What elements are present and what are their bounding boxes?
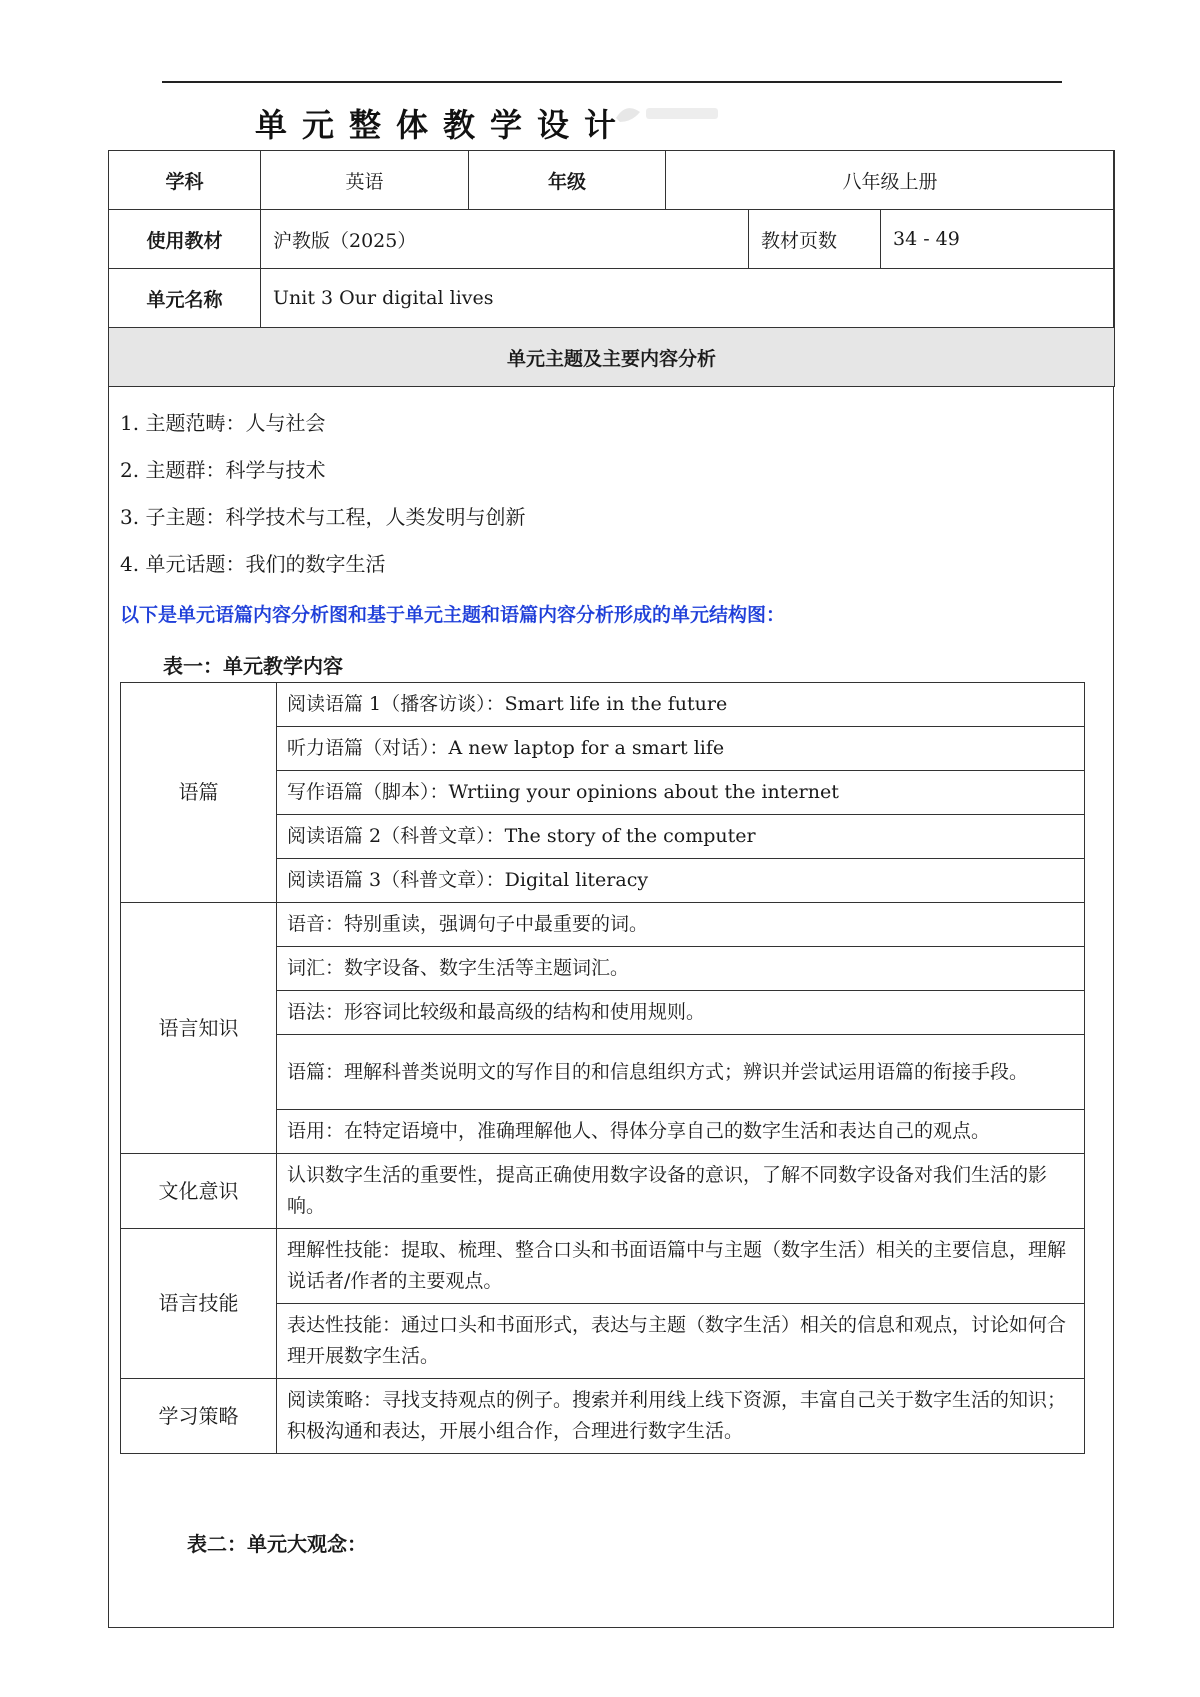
table-row bbox=[121, 683, 1085, 727]
content-cell: 语用：在特定语境中，准确理解他人、得体分享自己的数字生活和表达自己的观点。 bbox=[277, 1110, 1085, 1154]
content-cell: 听力语篇（对话）：A new laptop for a smart life bbox=[277, 727, 1085, 771]
textbook-label: 使用教材 bbox=[109, 210, 261, 269]
category-cell: 学习策略 bbox=[121, 1379, 277, 1454]
category-cell: 语言知识 bbox=[121, 903, 277, 1154]
content-cell: 阅读语篇 2（科普文章）：The story of the computer bbox=[277, 815, 1085, 859]
header-rule bbox=[162, 81, 1062, 83]
teaching-content-table bbox=[120, 682, 1085, 1454]
document-title: 单元整体教学设计 bbox=[255, 106, 632, 144]
info-row-unit bbox=[109, 269, 1115, 328]
grade-value: 八年级上册 bbox=[666, 151, 1115, 210]
content-cell: 表达性技能：通过口头和书面形式，表达与主题（数字生活）相关的信息和观点，讨论如何合理开展数字生活。 bbox=[277, 1304, 1085, 1379]
unit-value: Unit 3 Our digital lives bbox=[261, 269, 1115, 328]
content-cell: 阅读语篇 1（播客访谈）：Smart life in the future bbox=[277, 683, 1085, 727]
unit-label: 单元名称 bbox=[109, 269, 261, 328]
section-title: 单元主题及主要内容分析 bbox=[109, 328, 1115, 387]
content-cell: 理解性技能：提取、梳理、整合口头和书面语篇中与主题（数字生活）相关的主要信息，理解说话者/作者的主要观点。 bbox=[277, 1229, 1085, 1304]
content-cell: 阅读语篇 3（科普文章）：Digital literacy bbox=[277, 859, 1085, 903]
table-row bbox=[121, 1379, 1085, 1454]
topic-item: 1. 主题范畴：人与社会 bbox=[120, 411, 326, 435]
category-cell: 语篇 bbox=[121, 683, 277, 903]
topic-item: 3. 子主题：科学技术与工程，人类发明与创新 bbox=[120, 505, 526, 529]
section-header-row bbox=[109, 328, 1115, 387]
table1-caption: 表一：单元教学内容 bbox=[163, 654, 343, 678]
info-row-textbook bbox=[109, 210, 1115, 269]
content-cell: 语篇：理解科普类说明文的写作目的和信息组织方式；辨识并尝试运用语篇的衔接手段。 bbox=[277, 1035, 1085, 1110]
table-row bbox=[121, 1154, 1085, 1229]
topic-item: 2. 主题群：科学与技术 bbox=[120, 458, 326, 482]
topic-item: 4. 单元话题：我们的数字生活 bbox=[120, 552, 386, 576]
content-cell: 阅读策略：寻找支持观点的例子。搜索并利用线上线下资源，丰富自己关于数字生活的知识；积极沟通和表达，开展小组合作，合理进行数字生活。 bbox=[277, 1379, 1085, 1454]
pages-label: 教材页数 bbox=[749, 210, 881, 269]
subject-label: 学科 bbox=[109, 151, 261, 210]
content-cell: 认识数字生活的重要性，提高正确使用数字设备的意识，了解不同数字设备对我们生活的影响。 bbox=[277, 1154, 1085, 1229]
content-cell: 词汇：数字设备、数字生活等主题词汇。 bbox=[277, 947, 1085, 991]
category-cell: 文化意识 bbox=[121, 1154, 277, 1229]
structure-intro: 以下是单元语篇内容分析图和基于单元主题和语篇内容分析形成的单元结构图： bbox=[120, 604, 786, 626]
info-row-subject bbox=[109, 151, 1115, 210]
content-cell: 写作语篇（脚本）：Wrtiing your opinions about the internet bbox=[277, 771, 1085, 815]
table2-caption: 表二：单元大观念： bbox=[187, 1532, 367, 1556]
content-cell: 语音：特别重读，强调句子中最重要的词。 bbox=[277, 903, 1085, 947]
subject-value: 英语 bbox=[261, 151, 469, 210]
textbook-value: 沪教版（2025） bbox=[261, 210, 749, 269]
table-row bbox=[121, 903, 1085, 947]
grade-label: 年级 bbox=[469, 151, 666, 210]
pages-value: 34 - 49 bbox=[881, 210, 1115, 269]
watermark-logo-icon bbox=[612, 98, 724, 128]
info-table bbox=[108, 150, 1115, 387]
content-cell: 语法：形容词比较级和最高级的结构和使用规则。 bbox=[277, 991, 1085, 1035]
topic-list bbox=[120, 408, 525, 596]
category-cell: 语言技能 bbox=[121, 1229, 277, 1379]
table-row bbox=[121, 1229, 1085, 1304]
